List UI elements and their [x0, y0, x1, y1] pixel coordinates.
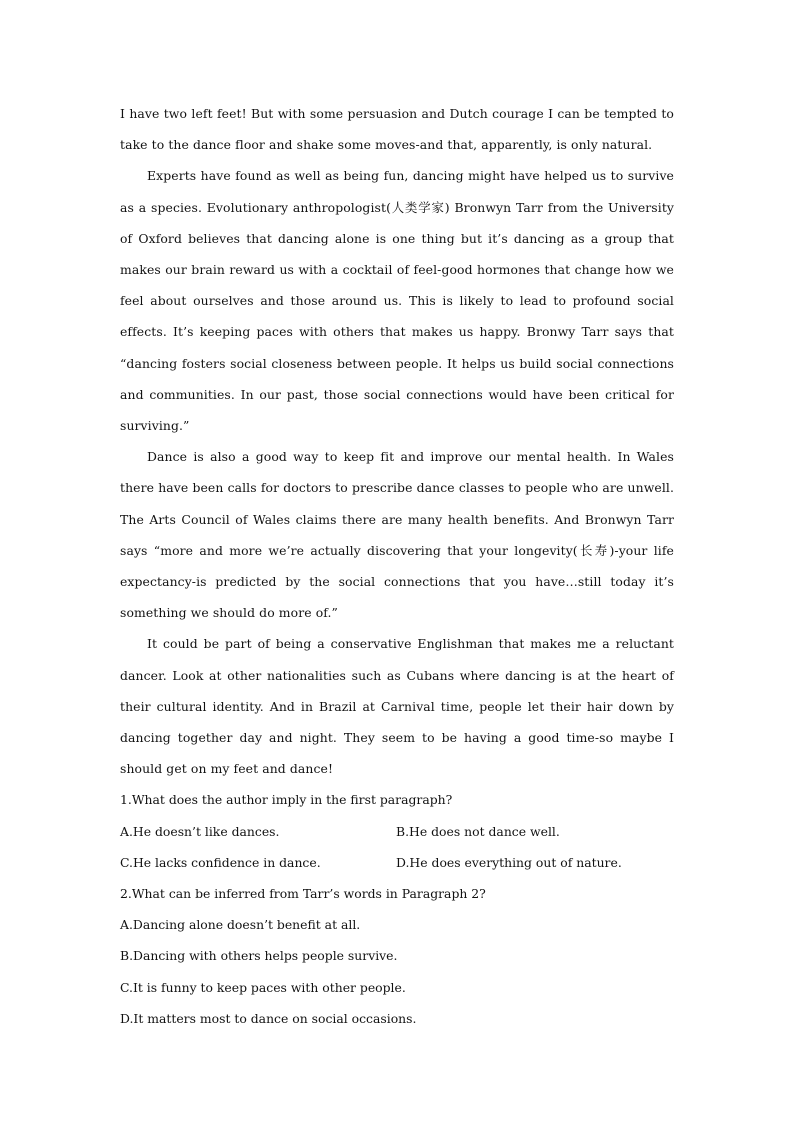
- question-1-stem: 1.What does the author imply in the first paragraph?: [120, 792, 453, 808]
- document-page: [120, 98, 674, 1034]
- question-2-option-b: B.Dancing with others helps people survive.: [120, 948, 398, 964]
- question-2-option-a: A.Dancing alone doesn’t benefit at all.: [120, 917, 361, 933]
- question-2-option-d: D.It matters most to dance on social occasions.: [120, 1010, 417, 1026]
- passage-paragraph-3: Dance is also a good way to keep fit and improve our mental health. In Wales there have been calls for doctors to prescribe dance classes to people who are unwell. The Arts Council of Wales claims there are many health benefits. And Bronwyn Tarr says “more and more we’re actually discovering that your longevity(长寿)-your life expectancy-is predicted by the social connections that you have…still today it’s something we should do more of.”: [120, 449, 674, 621]
- question-1-option-a: A.He doesn’t like dances.: [120, 823, 280, 839]
- passage-paragraph-4: It could be part of being a conservative Englishman that makes me a reluctant dancer. Look at other nationalities such as Cubans where dancing is at the heart of their cultural identity. And in Brazil at Carnival time, people let their hair down by dancing together day and night. They seem to be having a good time-so maybe I should get on my feet and dance!: [120, 636, 674, 777]
- question-1: [120, 784, 674, 878]
- question-2: [120, 878, 674, 1034]
- question-2-stem: 2.What can be inferred from Tarr’s words in Paragraph 2?: [120, 886, 486, 902]
- passage-paragraph-2: Experts have found as well as being fun, dancing might have helped us to survive as a species. Evolutionary anthropologist(人类学家) Bronwyn Tarr from the University of Oxford believes that dancing alone is one thing but it’s dancing as a group that makes our brain reward us with a cocktail of feel-good hormones that change how we feel about ourselves and those around us. This is likely to lead to profound social effects. It’s keeping paces with others that makes us happy. Bronwy Tarr says that “dancing fosters social closeness between people. It helps us build social connections and communities. In our past, those social connections would have been critical for surviving.”: [120, 168, 674, 434]
- question-1-option-b: B.He does not dance well.: [396, 823, 560, 839]
- question-1-options-row-1: [120, 816, 674, 847]
- passage-paragraph-1: I have two left feet! But with some persuasion and Dutch courage I can be tempted to take to the dance floor and shake some moves-and that, apparently, is only natural.: [120, 106, 674, 153]
- question-1-option-c: C.He lacks confidence in dance.: [120, 854, 321, 870]
- question-1-option-d: D.He does everything out of nature.: [396, 854, 622, 870]
- question-1-options-row-2: [120, 847, 674, 878]
- question-2-option-c: C.It is funny to keep paces with other people.: [120, 979, 406, 995]
